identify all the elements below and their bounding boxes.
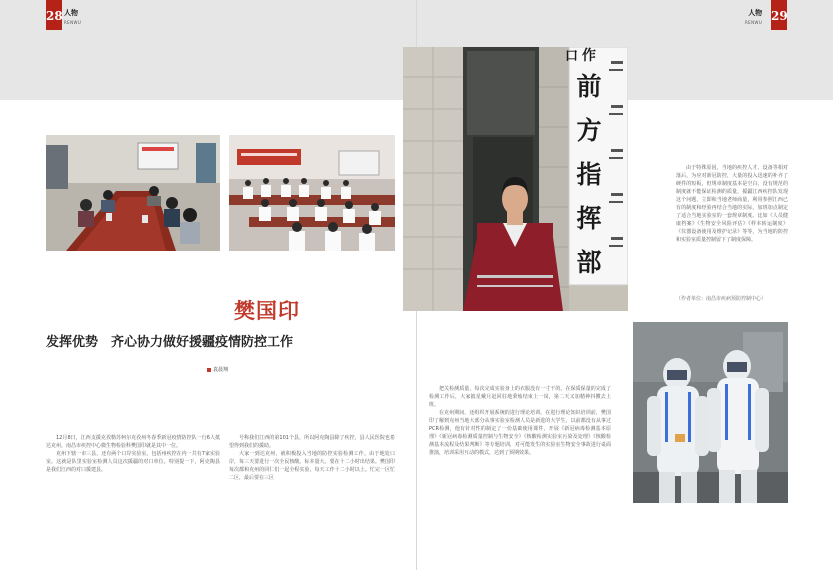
- signage-char-1: 前: [576, 72, 602, 101]
- paragraph: 把关检测质量，每次完成实验身上的衣服没有一寸干的。在保质保量的完成了检测工作后，大家披星戴月赶回驻地秉烛结束上一岗，第二天又加精神抖擞去上班。: [429, 386, 611, 408]
- page-number-left: 28: [46, 0, 62, 30]
- text-column-3: [429, 385, 611, 457]
- training-session-photo: [229, 135, 395, 251]
- byline-author: 袁晨翔: [213, 367, 229, 373]
- text-column-4: [676, 164, 788, 244]
- signage-char-top: 作: [582, 48, 596, 64]
- paragraph: 号称我们江西的第101个县，所以阿克陶县除了疾控，县人民医院也希望得到我们的援助。: [229, 435, 395, 449]
- paragraph: 12月8日，江西支援克孜勒苏柯尔克孜州冬春季新冠疫情防控队一行6人抵达克州。南昌市疾控中心微生物检验科樊国印就是其中一位。: [46, 435, 220, 449]
- signage-char-5: 部: [576, 248, 602, 277]
- section-title-left: 人物: [64, 9, 78, 17]
- signage-char-3: 指: [576, 160, 602, 189]
- section-label-left: [64, 9, 81, 27]
- byline-marker: [207, 368, 211, 372]
- signage-text: [571, 47, 607, 285]
- paragraph: 由于特殊原因，当地的疾控人才、设备等相对落后，为应对新冠防控，大量的投入迅速的补齐了硬件的短板，但规章制度基本是空白，没有规范的制度就不能保证检测的质量，援疆江西疾控队发现这个问题，立即和当地老师商量，利用参照江西已有的制度和经验再结合当地的实际，加班加点制定了适合当地实验室的一套规章制度。比如《人员健康档案》《生物安全风险评估》《样本转运制度》《仪器设备使用及维护记录》等等，为当地的防控和实验室质量控制留下了制度保障。: [676, 165, 788, 243]
- article-byline: [207, 367, 228, 374]
- signage-char-4: 挥: [576, 204, 602, 233]
- portrait-photo: [403, 47, 628, 311]
- signage-char-bottom: 口: [565, 49, 579, 64]
- signage-char-2: 方: [576, 116, 602, 145]
- section-label-right: [745, 9, 762, 27]
- article-subtitle: 发挥优势 齐心协力做好援疆疫情防控工作: [46, 335, 294, 350]
- section-title-right: 人物: [748, 9, 763, 17]
- paragraph: 大家一到达克州，就积极投入当地的防控实验检测工作。由于地处口岸，每三天要进行一次全民核酸。标本量大，要在十二小时出结果。樊国印每次都和克州的同仁们一起全程实验，每天工作十二小时以上。忙完一区忙二区，最后要在三区: [229, 451, 395, 481]
- page-number-right: 29: [771, 0, 787, 30]
- text-column-1: [46, 434, 220, 474]
- paragraph: 在克州期间，还组织开展系统的进行理论培训。在进行理论知识培训前，樊国印了解到克州当地大部分从事实验室检测人员是新进的大学生，以前都没有从事过PCR检测，他有针对性的制定了一份基础使用课件，开展《新冠病毒检测基本原理》《新冠病毒检测质量控制与生物安全》《核酸检测实验室污染及处理》《核酸检测基本流程及结果判断》等专题培训，对可能发生的实验室生物安全事故进行桌面推演，培训采用互动的模式，达到了预期效果。: [429, 410, 611, 456]
- paragraph: 克州下辖一市三县，还有两个口岸实验室。包括州疾控在内一共有7家实验室。这就是队里实验室检测人员这次援疆的对口单位。特别提一下，阿克陶县是我们江西的对口援建县。: [46, 451, 220, 473]
- section-title-en-left: RENWU: [64, 20, 82, 25]
- text-column-2: [229, 434, 395, 482]
- author-credit: （作者单位：南昌市疾病预防控制中心）: [676, 296, 767, 302]
- protective-suits-photo: [633, 322, 788, 503]
- section-title-en-right: RENWU: [745, 20, 763, 25]
- article-name: 樊国印: [234, 299, 300, 323]
- meeting-room-photo: [46, 135, 220, 251]
